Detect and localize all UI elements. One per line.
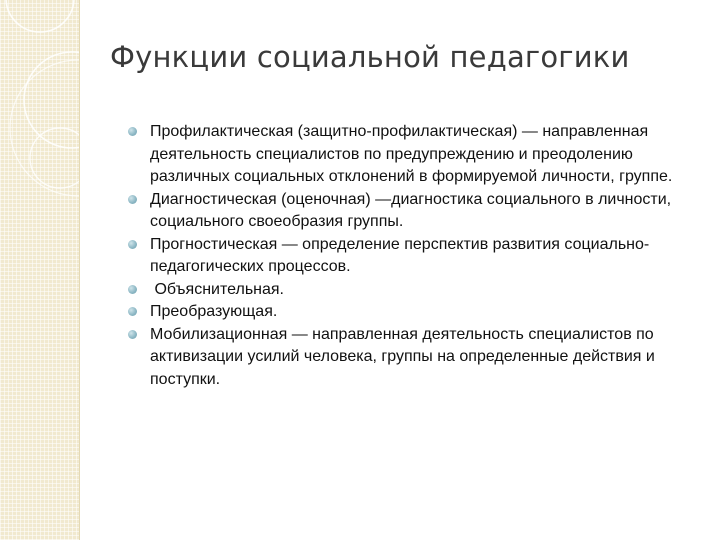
decorative-circles-icon bbox=[0, 0, 79, 540]
bullet-icon bbox=[128, 195, 137, 204]
list-item bbox=[128, 234, 698, 279]
side-band-edge bbox=[79, 0, 80, 540]
bullet-list bbox=[128, 121, 698, 391]
bullet-text: Профилактическая (защитно-профилактическая) — направленная деятельность специалистов по предупреждению и преодолению различных социальных отклонений в формируемой личности, группе. bbox=[150, 123, 673, 185]
bullet-text: Прогностическая — определение перспектив развития социально-педагогических процессов. bbox=[150, 235, 650, 275]
bullet-text: Преобразующая. bbox=[150, 303, 278, 320]
bullet-icon bbox=[128, 307, 137, 316]
list-item bbox=[128, 279, 698, 302]
list-item bbox=[128, 301, 698, 324]
bullet-text: Диагностическая (оценочная) —диагностика социального в личности, социального своеобразия группы. bbox=[150, 190, 672, 230]
bullet-text: Объяснительная. bbox=[150, 280, 284, 298]
bullet-icon bbox=[128, 330, 137, 339]
bullet-icon bbox=[128, 285, 137, 294]
list-item bbox=[128, 189, 698, 234]
bullet-icon bbox=[128, 127, 137, 136]
slide-title: Функции социальной педагогики bbox=[110, 40, 630, 74]
decorative-side-band bbox=[0, 0, 79, 540]
bullet-text: Мобилизационная — направленная деятельность специалистов по активизации усилий человека, группы на определенные действия и поступки. bbox=[150, 325, 655, 388]
list-item bbox=[128, 324, 698, 392]
list-item bbox=[128, 121, 698, 189]
bullet-icon bbox=[128, 240, 137, 249]
